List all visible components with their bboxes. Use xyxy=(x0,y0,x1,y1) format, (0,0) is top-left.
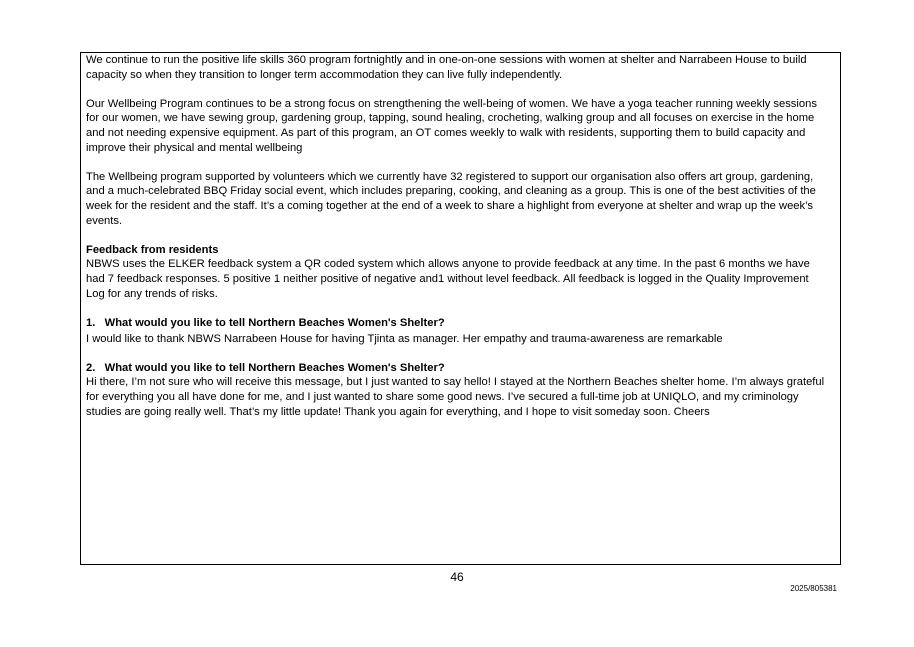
feedback-text: NBWS uses the ELKER feedback system a QR coded system which allows anyone to provide feedback at any time. In the past 6 months we have had 7 feedback responses. 5 positive 1 neither positive of negative and1 without level feedback. All feedback is logged in the Quality Improvement Log for any trends of risks. xyxy=(86,258,810,300)
page-number: 46 xyxy=(450,570,464,584)
feedback-heading: Feedback from residents xyxy=(86,243,219,256)
document-reference: 2025/805381 xyxy=(790,584,837,593)
report-body xyxy=(86,53,826,419)
paragraph-volunteers: The Wellbeing program supported by volunteers which we currently have 32 registered to support our organisation also offers art group, gardening, and a much-celebrated BBQ Friday social event, which includes preparing, cooking, and cleaning as a group. This is one of the best activities of the week for the resident and the staff. It’s a coming together at the end of a week to share a highlight from everyone at shelter and wrap up the week’s events. xyxy=(86,170,816,227)
question-2-label: 2. What would you like to tell Northern Beaches Women's Shelter? xyxy=(86,361,445,374)
question-2-answer: Hi there, I’m not sure who will receive this message, but I just wanted to say hello! I stayed at the Northern Beaches shelter home. I’m always grateful for everything you all have done for me, and I just wanted to share some good news. I’ve secured a full-time job at UNIQLO, and my criminology studies are going really well. That’s my little update! Thank you again for everything, and I hope to visit someday soon. Cheers xyxy=(86,376,825,418)
paragraph-life-skills: We continue to run the positive life skills 360 program fortnightly and in one-on-one sessions with women at shelter and Narrabeen House to build capacity so when they transition to longer term accommodation they can live fully independently. xyxy=(86,54,807,81)
question-1-answer: I would like to thank NBWS Narrabeen House for having Tjinta as manager. Her empathy and trauma-awareness are remarkable xyxy=(86,333,723,346)
paragraph-wellbeing-program: Our Wellbeing Program continues to be a strong focus on strengthening the well-being of women. We have a yoga teacher running weekly sessions for our women, we have sewing group, gardening group, tapping, sound healing, crocheting, walking group and all focuses on exercise in the home and not needing expensive equipment. As part of this program, an OT comes weekly to walk with residents, supporting them to build capacity and improve their physical and mental wellbeing xyxy=(86,97,817,154)
question-1-label: 1. What would you like to tell Northern Beaches Women's Shelter? xyxy=(86,316,445,329)
